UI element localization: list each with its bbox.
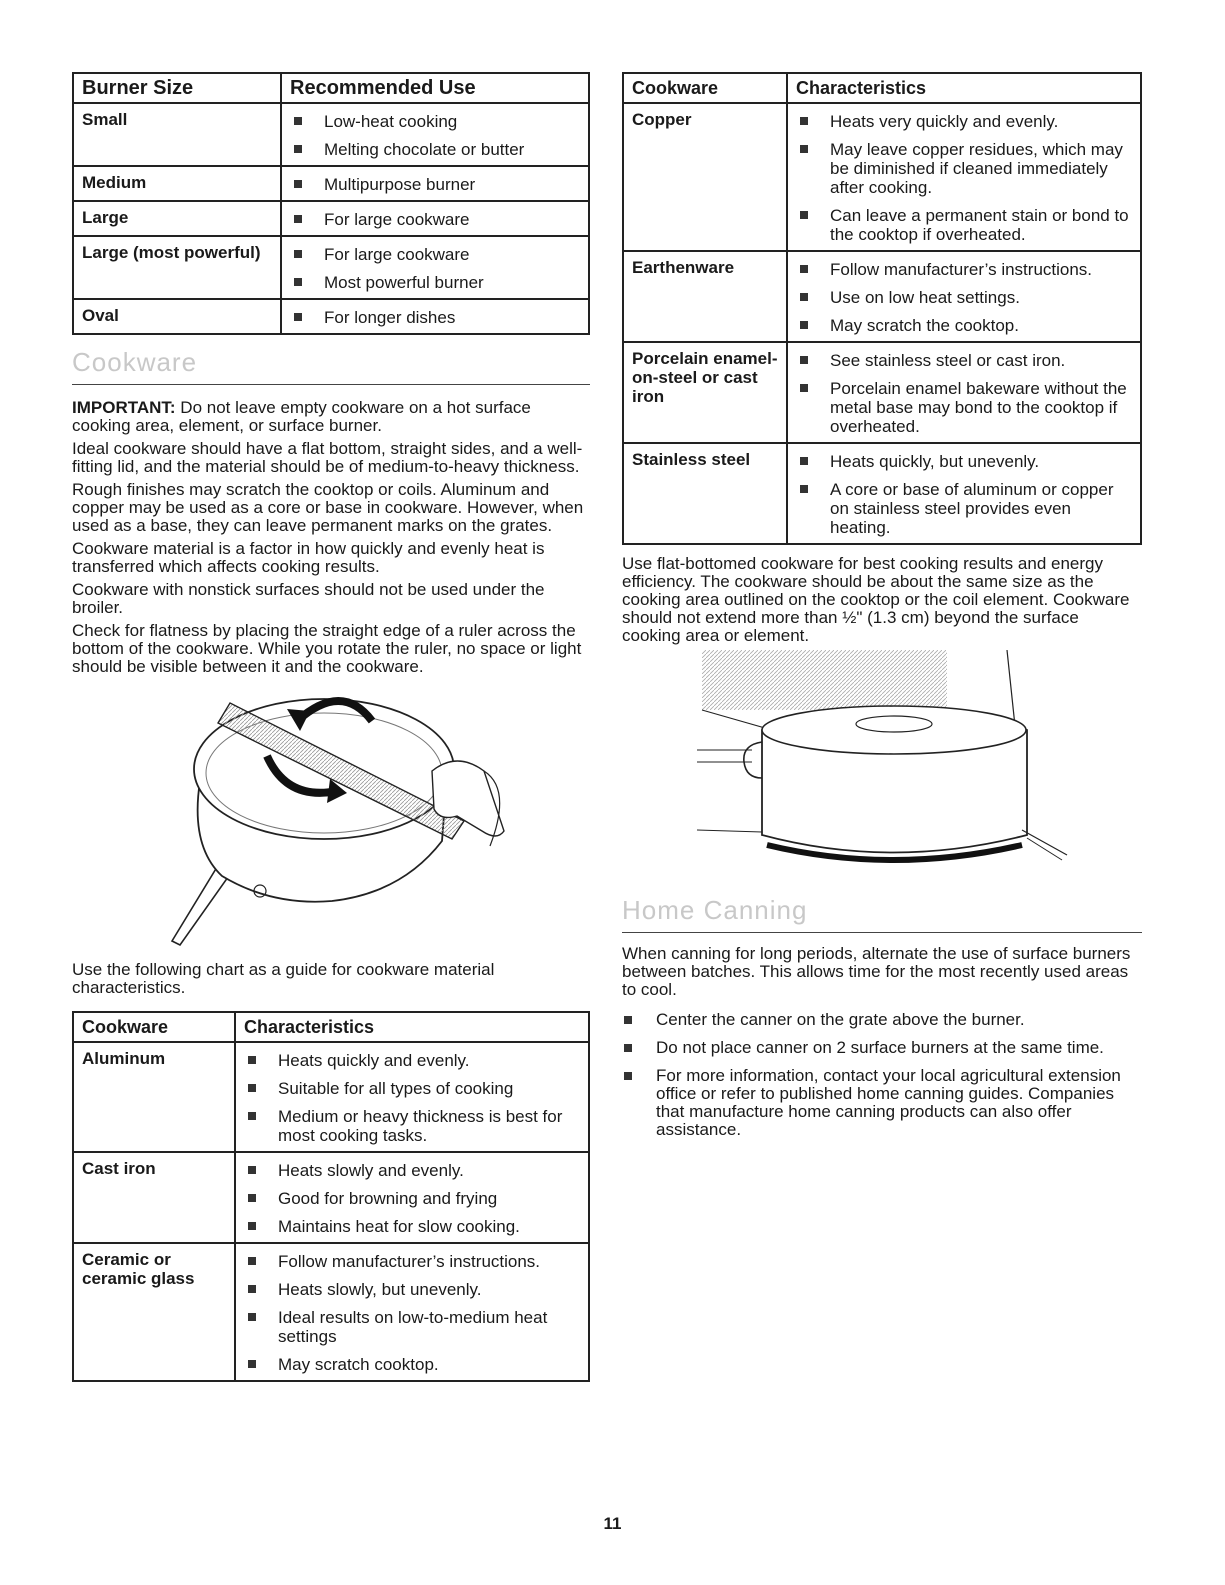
list-item: May scratch the cooktop. <box>796 316 1134 335</box>
burner-name: Oval <box>73 299 281 334</box>
list-item: Low-heat cooking <box>290 112 582 131</box>
material-name: Cast iron <box>73 1152 235 1243</box>
ruler-flatness-illustration <box>72 681 590 953</box>
list-item: Multipurpose burner <box>290 175 582 194</box>
table-row <box>73 103 589 166</box>
list-item: Maintains heat for slow cooking. <box>244 1217 582 1236</box>
bullet-icon <box>248 1313 256 1321</box>
burner-name: Small <box>73 103 281 166</box>
list-item: May leave copper residues, which may be diminished if cleaned immediately after cooking. <box>796 140 1134 197</box>
list-item: Follow manufacturer’s instructions. <box>796 260 1134 279</box>
recommended-use-header: Recommended Use <box>281 73 589 103</box>
bullet-icon <box>248 1084 256 1092</box>
list-item: A core or base of aluminum or copper on stainless steel provides even heating. <box>796 480 1134 537</box>
bullet-icon <box>248 1194 256 1202</box>
list-item: Center the canner on the grate above the burner. <box>622 1011 1142 1029</box>
list-item: Heats quickly and evenly. <box>244 1051 582 1070</box>
paragraph: Rough finishes may scratch the cooktop or coils. Aluminum and copper may be used as a core or base in cookware. However, when used as a base, they can leave permanent marks on the grates. <box>72 480 584 535</box>
bullet-icon <box>800 384 808 392</box>
list-item: Porcelain enamel bakeware without the metal base may bond to the cooktop if overheated. <box>796 379 1134 436</box>
bullet-icon <box>248 1257 256 1265</box>
table-row <box>73 201 589 236</box>
bullet-icon <box>294 278 302 286</box>
pot-on-element-illustration <box>622 650 1142 885</box>
table-row <box>73 166 589 201</box>
list-item: For large cookware <box>290 210 582 229</box>
characteristics-header: Characteristics <box>235 1012 589 1042</box>
table-row <box>73 1152 589 1243</box>
bullet-icon <box>294 117 302 125</box>
material-name: Earthenware <box>623 251 787 342</box>
list-item: For longer dishes <box>290 308 582 327</box>
bullet-icon <box>800 356 808 364</box>
list-item: Heats very quickly and evenly. <box>796 112 1134 131</box>
material-name: Copper <box>623 103 787 251</box>
paragraph: Check for flatness by placing the straight edge of a ruler across the bottom of the cookware. While you rotate the ruler, no space or light should be visible between it and the cookware. <box>72 621 582 676</box>
bullet-icon <box>800 211 808 219</box>
burner-name: Large (most powerful) <box>73 236 281 299</box>
table-row <box>73 236 589 299</box>
bullet-icon <box>624 1044 632 1052</box>
bullet-icon <box>248 1360 256 1368</box>
bullet-icon <box>294 180 302 188</box>
bullet-icon <box>248 1112 256 1120</box>
material-name: Aluminum <box>73 1042 235 1152</box>
material-name: Stainless steel <box>623 443 787 544</box>
list-item: Ideal results on low-to-medium heat settings <box>244 1308 582 1346</box>
list-item: Heats slowly and evenly. <box>244 1161 582 1180</box>
bullet-icon <box>800 265 808 273</box>
home-canning-section-title: Home Canning <box>622 895 1142 933</box>
table-row <box>623 443 1141 544</box>
bullet-icon <box>800 145 808 153</box>
bullet-icon <box>294 313 302 321</box>
table-row <box>623 342 1141 443</box>
bullet-icon <box>294 145 302 153</box>
characteristics-header: Characteristics <box>787 73 1141 103</box>
cookware-text <box>72 399 590 676</box>
material-name: Porcelain enamel-on-steel or cast iron <box>623 342 787 443</box>
table-row <box>73 1042 589 1152</box>
home-canning-intro: When canning for long periods, alternate the use of surface burners between batches. This allows time for the most recently used areas to cool. <box>622 944 1131 999</box>
list-item: Suitable for all types of cooking <box>244 1079 582 1098</box>
page-number: 11 <box>603 1514 622 1533</box>
list-item: Melting chocolate or butter <box>290 140 582 159</box>
burner-name: Large <box>73 201 281 236</box>
paragraph: Cookware with nonstick surfaces should not be used under the broiler. <box>72 580 545 617</box>
left-column <box>72 72 590 1382</box>
burner-name: Medium <box>73 166 281 201</box>
list-item: For more information, contact your local agricultural extension office or refer to published home canning guides. Companies that manufacture home canning products can also offer assistance. <box>622 1067 1142 1139</box>
cookware-material-table-right <box>622 72 1142 545</box>
list-item: For large cookware <box>290 245 582 264</box>
table-row <box>623 103 1141 251</box>
burner-size-table <box>72 72 590 335</box>
bullet-icon <box>800 485 808 493</box>
list-item: Good for browning and frying <box>244 1189 582 1208</box>
bullet-icon <box>294 250 302 258</box>
bullet-icon <box>624 1016 632 1024</box>
bullet-icon <box>624 1072 632 1080</box>
list-item: Do not place canner on 2 surface burners at the same time. <box>622 1039 1142 1057</box>
list-item: May scratch cooktop. <box>244 1355 582 1374</box>
cookware-material-table-left <box>72 1011 590 1382</box>
burner-size-header: Burner Size <box>73 73 281 103</box>
bullet-icon <box>294 215 302 223</box>
home-canning-list <box>622 1011 1142 1139</box>
bullet-icon <box>800 117 808 125</box>
paragraph: Ideal cookware should have a flat bottom, straight sides, and a well-fitting lid, and the material should be of medium-to-heavy thickness. <box>72 439 583 476</box>
list-item: Use on low heat settings. <box>796 288 1134 307</box>
table-row <box>623 251 1141 342</box>
bullet-icon <box>248 1222 256 1230</box>
flat-bottom-paragraph: Use flat-bottomed cookware for best cooking results and energy efficiency. The cookware should be about the same size as the cooking area outlined on the cooktop or the coil element. Cookware should not extend more than ½" (1.3 cm) beyond the surface cooking area or element. <box>622 554 1130 645</box>
list-item: Medium or heavy thickness is best for most cooking tasks. <box>244 1107 582 1145</box>
right-column <box>622 72 1142 1149</box>
cookware-section-title: Cookware <box>72 347 590 385</box>
table-row <box>73 1243 589 1381</box>
bullet-icon <box>800 293 808 301</box>
cookware-header: Cookware <box>73 1012 235 1042</box>
list-item: See stainless steel or cast iron. <box>796 351 1134 370</box>
bullet-icon <box>248 1285 256 1293</box>
material-name: Ceramic or ceramic glass <box>73 1243 235 1381</box>
chart-intro: Use the following chart as a guide for cookware material characteristics. <box>72 960 495 997</box>
paragraph: Cookware material is a factor in how quickly and evenly heat is transferred which affects cooking results. <box>72 539 545 576</box>
list-item: Follow manufacturer’s instructions. <box>244 1252 582 1271</box>
bullet-icon <box>800 457 808 465</box>
bullet-icon <box>248 1166 256 1174</box>
table-row <box>73 299 589 334</box>
list-item: Can leave a permanent stain or bond to the cooktop if overheated. <box>796 206 1134 244</box>
bullet-icon <box>800 321 808 329</box>
important-note: IMPORTANT: Do not leave empty cookware on a hot surface cooking area, element, or surface burner. <box>72 398 531 435</box>
list-item: Heats slowly, but unevenly. <box>244 1280 582 1299</box>
cookware-header: Cookware <box>623 73 787 103</box>
list-item: Most powerful burner <box>290 273 582 292</box>
list-item: Heats quickly, but unevenly. <box>796 452 1134 471</box>
bullet-icon <box>248 1056 256 1064</box>
